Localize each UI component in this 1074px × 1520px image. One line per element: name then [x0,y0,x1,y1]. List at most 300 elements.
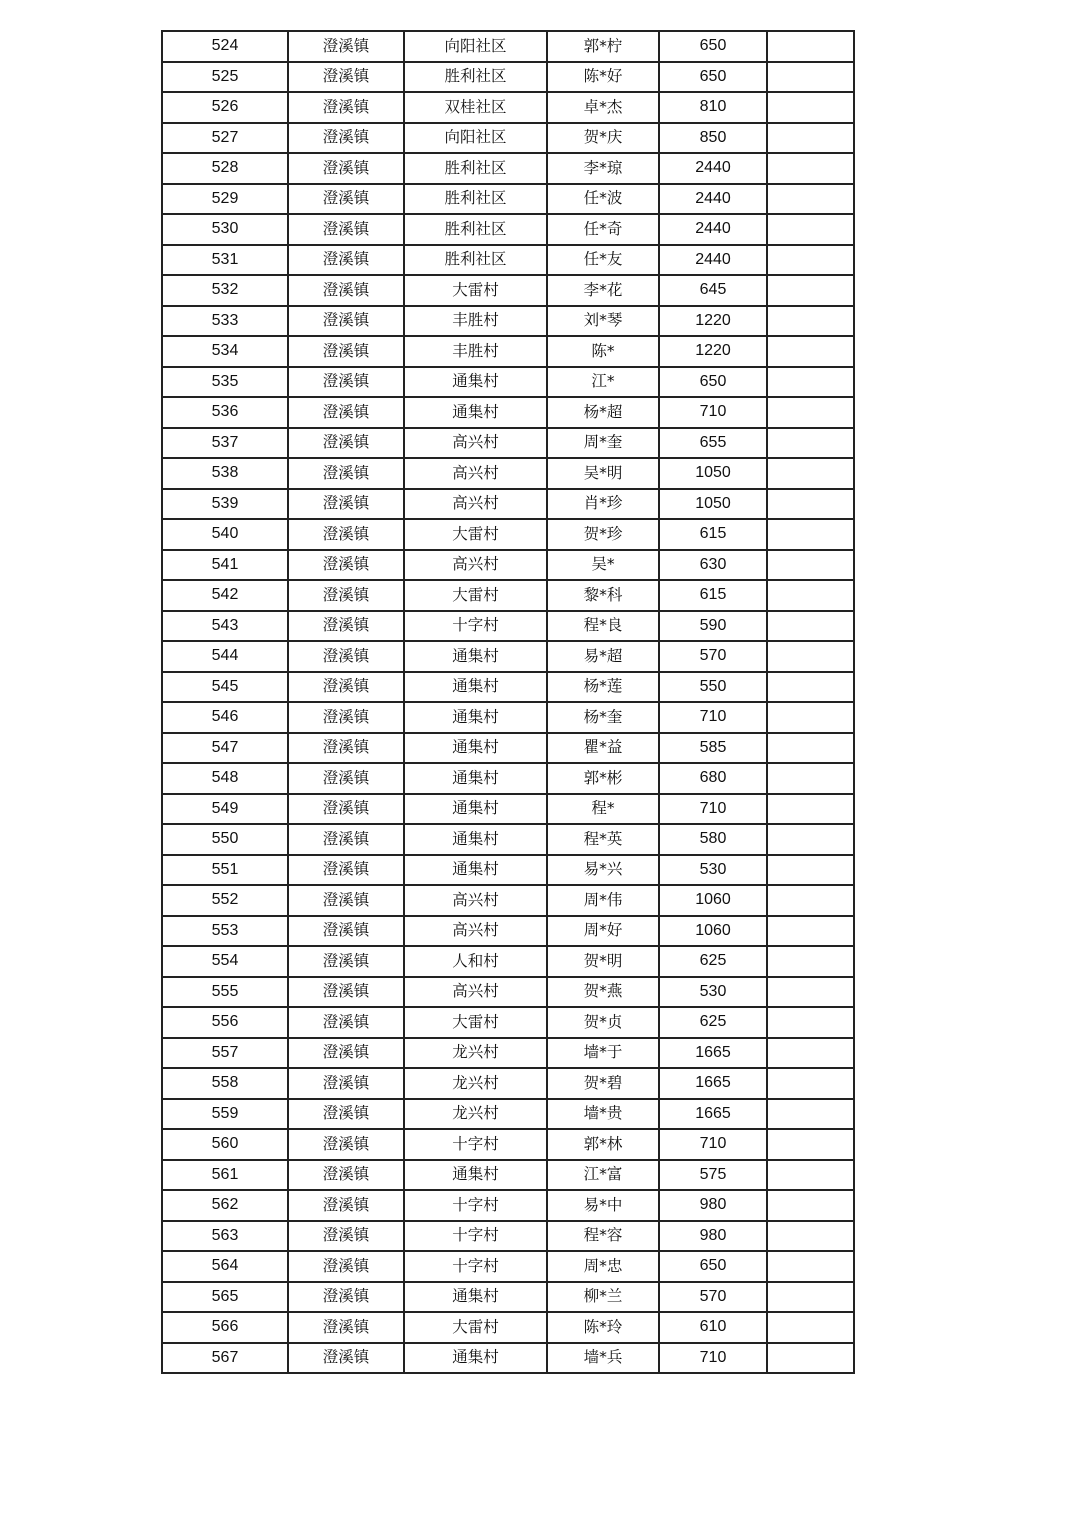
cell-note [767,672,854,703]
cell-village: 高兴村 [404,977,547,1008]
cell-town: 澄溪镇 [288,550,404,581]
cell-person-name: 郭*柠 [547,31,659,62]
cell-serial-number: 543 [162,611,288,642]
cell-town: 澄溪镇 [288,1312,404,1343]
cell-serial-number: 530 [162,214,288,245]
cell-village: 通集村 [404,367,547,398]
cell-village: 通集村 [404,794,547,825]
cell-town: 澄溪镇 [288,519,404,550]
cell-town: 澄溪镇 [288,397,404,428]
table-row [162,62,854,93]
cell-note [767,428,854,459]
cell-village: 龙兴村 [404,1099,547,1130]
table-row [162,489,854,520]
table-row [162,1160,854,1191]
cell-amount: 655 [659,428,767,459]
cell-note [767,1343,854,1374]
cell-amount: 710 [659,1129,767,1160]
cell-note [767,1160,854,1191]
table-row [162,611,854,642]
table-row [162,336,854,367]
cell-town: 澄溪镇 [288,794,404,825]
cell-town: 澄溪镇 [288,763,404,794]
cell-person-name: 程*容 [547,1221,659,1252]
cell-person-name: 贺*燕 [547,977,659,1008]
cell-note [767,702,854,733]
cell-village: 胜利社区 [404,62,547,93]
cell-town: 澄溪镇 [288,1038,404,1069]
cell-amount: 710 [659,794,767,825]
cell-person-name: 贺*珍 [547,519,659,550]
cell-town: 澄溪镇 [288,458,404,489]
cell-note [767,245,854,276]
cell-person-name: 郭*彬 [547,763,659,794]
table-row [162,1099,854,1130]
table-row [162,1312,854,1343]
cell-town: 澄溪镇 [288,92,404,123]
cell-note [767,397,854,428]
table-row [162,885,854,916]
cell-village: 十字村 [404,1190,547,1221]
cell-serial-number: 549 [162,794,288,825]
cell-amount: 710 [659,397,767,428]
cell-town: 澄溪镇 [288,1068,404,1099]
cell-amount: 1665 [659,1099,767,1130]
cell-amount: 710 [659,702,767,733]
cell-serial-number: 528 [162,153,288,184]
table-row [162,31,854,62]
cell-serial-number: 526 [162,92,288,123]
cell-amount: 1050 [659,458,767,489]
cell-person-name: 柳*兰 [547,1282,659,1313]
cell-person-name: 周*忠 [547,1251,659,1282]
table-row [162,92,854,123]
cell-town: 澄溪镇 [288,1221,404,1252]
cell-note [767,458,854,489]
cell-town: 澄溪镇 [288,1190,404,1221]
cell-serial-number: 541 [162,550,288,581]
cell-note [767,519,854,550]
cell-note [767,763,854,794]
cell-village: 十字村 [404,611,547,642]
cell-village: 胜利社区 [404,245,547,276]
cell-amount: 615 [659,580,767,611]
cell-person-name: 任*波 [547,184,659,215]
table-row [162,1129,854,1160]
cell-person-name: 杨*超 [547,397,659,428]
cell-town: 澄溪镇 [288,1129,404,1160]
cell-serial-number: 532 [162,275,288,306]
cell-village: 通集村 [404,641,547,672]
cell-town: 澄溪镇 [288,1007,404,1038]
table-row [162,580,854,611]
cell-amount: 645 [659,275,767,306]
cell-serial-number: 557 [162,1038,288,1069]
cell-village: 通集村 [404,672,547,703]
beneficiary-table [161,30,855,1374]
table-row [162,1068,854,1099]
cell-village: 通集村 [404,1160,547,1191]
table-row [162,275,854,306]
cell-person-name: 杨*奎 [547,702,659,733]
cell-village: 高兴村 [404,916,547,947]
cell-amount: 810 [659,92,767,123]
cell-village: 通集村 [404,1343,547,1374]
cell-note [767,733,854,764]
cell-serial-number: 558 [162,1068,288,1099]
cell-note [767,611,854,642]
cell-village: 向阳社区 [404,31,547,62]
cell-serial-number: 536 [162,397,288,428]
cell-person-name: 陈* [547,336,659,367]
cell-serial-number: 547 [162,733,288,764]
cell-person-name: 陈*玲 [547,1312,659,1343]
cell-person-name: 墙*于 [547,1038,659,1069]
cell-serial-number: 553 [162,916,288,947]
table-row [162,641,854,672]
cell-amount: 680 [659,763,767,794]
table-row [162,916,854,947]
cell-note [767,336,854,367]
cell-serial-number: 555 [162,977,288,1008]
cell-town: 澄溪镇 [288,916,404,947]
cell-amount: 2440 [659,214,767,245]
cell-town: 澄溪镇 [288,1343,404,1374]
cell-village: 人和村 [404,946,547,977]
cell-serial-number: 533 [162,306,288,337]
cell-town: 澄溪镇 [288,611,404,642]
cell-person-name: 程*英 [547,824,659,855]
cell-serial-number: 551 [162,855,288,886]
table-row [162,1343,854,1374]
cell-village: 向阳社区 [404,123,547,154]
cell-amount: 2440 [659,184,767,215]
cell-town: 澄溪镇 [288,1160,404,1191]
cell-note [767,550,854,581]
cell-person-name: 李*琼 [547,153,659,184]
cell-person-name: 吴*明 [547,458,659,489]
cell-town: 澄溪镇 [288,184,404,215]
cell-serial-number: 535 [162,367,288,398]
cell-person-name: 贺*庆 [547,123,659,154]
cell-town: 澄溪镇 [288,1099,404,1130]
cell-person-name: 贺*贞 [547,1007,659,1038]
cell-town: 澄溪镇 [288,214,404,245]
table-row [162,153,854,184]
cell-note [767,123,854,154]
cell-amount: 1220 [659,306,767,337]
cell-note [767,946,854,977]
cell-town: 澄溪镇 [288,245,404,276]
cell-note [767,214,854,245]
cell-serial-number: 560 [162,1129,288,1160]
cell-village: 十字村 [404,1129,547,1160]
cell-person-name: 任*奇 [547,214,659,245]
cell-serial-number: 566 [162,1312,288,1343]
cell-town: 澄溪镇 [288,641,404,672]
cell-serial-number: 567 [162,1343,288,1374]
cell-serial-number: 537 [162,428,288,459]
cell-serial-number: 544 [162,641,288,672]
cell-note [767,1068,854,1099]
cell-town: 澄溪镇 [288,733,404,764]
table-row [162,1190,854,1221]
cell-village: 大雷村 [404,275,547,306]
cell-town: 澄溪镇 [288,367,404,398]
cell-serial-number: 565 [162,1282,288,1313]
table-row [162,946,854,977]
table-row [162,367,854,398]
cell-person-name: 墙*兵 [547,1343,659,1374]
table-row [162,1221,854,1252]
cell-serial-number: 534 [162,336,288,367]
cell-note [767,794,854,825]
cell-note [767,275,854,306]
cell-town: 澄溪镇 [288,977,404,1008]
cell-town: 澄溪镇 [288,336,404,367]
cell-amount: 585 [659,733,767,764]
cell-serial-number: 524 [162,31,288,62]
cell-town: 澄溪镇 [288,31,404,62]
cell-amount: 1220 [659,336,767,367]
cell-note [767,885,854,916]
cell-person-name: 任*友 [547,245,659,276]
cell-amount: 1060 [659,916,767,947]
cell-serial-number: 531 [162,245,288,276]
cell-note [767,184,854,215]
cell-amount: 2440 [659,245,767,276]
cell-amount: 650 [659,31,767,62]
cell-serial-number: 548 [162,763,288,794]
cell-town: 澄溪镇 [288,62,404,93]
cell-note [767,580,854,611]
cell-village: 通集村 [404,1282,547,1313]
cell-amount: 590 [659,611,767,642]
cell-serial-number: 561 [162,1160,288,1191]
cell-town: 澄溪镇 [288,123,404,154]
cell-person-name: 贺*碧 [547,1068,659,1099]
cell-town: 澄溪镇 [288,946,404,977]
cell-person-name: 江*富 [547,1160,659,1191]
cell-serial-number: 554 [162,946,288,977]
cell-village: 通集村 [404,733,547,764]
cell-serial-number: 545 [162,672,288,703]
cell-town: 澄溪镇 [288,306,404,337]
table-row [162,1007,854,1038]
cell-person-name: 黎*科 [547,580,659,611]
cell-serial-number: 542 [162,580,288,611]
cell-village: 通集村 [404,763,547,794]
cell-village: 通集村 [404,397,547,428]
cell-village: 大雷村 [404,1007,547,1038]
table-body [162,31,854,1373]
cell-village: 丰胜村 [404,336,547,367]
table-row [162,397,854,428]
cell-amount: 850 [659,123,767,154]
cell-note [767,306,854,337]
cell-village: 丰胜村 [404,306,547,337]
cell-village: 高兴村 [404,428,547,459]
table-row [162,672,854,703]
cell-town: 澄溪镇 [288,824,404,855]
cell-amount: 625 [659,946,767,977]
cell-village: 龙兴村 [404,1038,547,1069]
cell-amount: 1060 [659,885,767,916]
cell-person-name: 易*超 [547,641,659,672]
cell-amount: 2440 [659,153,767,184]
cell-note [767,1038,854,1069]
cell-person-name: 贺*明 [547,946,659,977]
cell-serial-number: 538 [162,458,288,489]
cell-amount: 530 [659,855,767,886]
cell-person-name: 程*良 [547,611,659,642]
cell-village: 通集村 [404,702,547,733]
cell-amount: 530 [659,977,767,1008]
cell-village: 通集村 [404,824,547,855]
cell-person-name: 刘*琴 [547,306,659,337]
cell-village: 十字村 [404,1221,547,1252]
cell-amount: 570 [659,1282,767,1313]
cell-serial-number: 539 [162,489,288,520]
table-row [162,550,854,581]
cell-serial-number: 527 [162,123,288,154]
table-row [162,1251,854,1282]
cell-town: 澄溪镇 [288,855,404,886]
cell-village: 双桂社区 [404,92,547,123]
cell-village: 高兴村 [404,458,547,489]
cell-village: 高兴村 [404,550,547,581]
cell-serial-number: 540 [162,519,288,550]
cell-note [767,92,854,123]
cell-amount: 570 [659,641,767,672]
cell-note [767,1251,854,1282]
table-row [162,184,854,215]
cell-amount: 980 [659,1190,767,1221]
cell-person-name: 吴* [547,550,659,581]
cell-amount: 1665 [659,1068,767,1099]
cell-person-name: 周*奎 [547,428,659,459]
cell-person-name: 瞿*益 [547,733,659,764]
cell-note [767,1190,854,1221]
cell-town: 澄溪镇 [288,275,404,306]
cell-person-name: 郭*林 [547,1129,659,1160]
table-row [162,519,854,550]
cell-note [767,1312,854,1343]
cell-amount: 625 [659,1007,767,1038]
table-row [162,458,854,489]
cell-person-name: 易*兴 [547,855,659,886]
cell-note [767,62,854,93]
cell-village: 高兴村 [404,885,547,916]
cell-person-name: 程* [547,794,659,825]
cell-amount: 550 [659,672,767,703]
cell-amount: 575 [659,1160,767,1191]
cell-town: 澄溪镇 [288,672,404,703]
cell-village: 大雷村 [404,1312,547,1343]
table-row [162,245,854,276]
table-row [162,306,854,337]
cell-person-name: 杨*莲 [547,672,659,703]
cell-person-name: 肖*珍 [547,489,659,520]
table-row [162,1038,854,1069]
cell-serial-number: 550 [162,824,288,855]
cell-town: 澄溪镇 [288,153,404,184]
table-row [162,702,854,733]
cell-serial-number: 563 [162,1221,288,1252]
table-row [162,763,854,794]
cell-note [767,489,854,520]
cell-note [767,1129,854,1160]
cell-note [767,1221,854,1252]
cell-village: 胜利社区 [404,184,547,215]
cell-amount: 615 [659,519,767,550]
cell-person-name: 李*花 [547,275,659,306]
cell-serial-number: 562 [162,1190,288,1221]
cell-person-name: 卓*杰 [547,92,659,123]
cell-person-name: 墙*贵 [547,1099,659,1130]
cell-note [767,855,854,886]
cell-village: 龙兴村 [404,1068,547,1099]
cell-person-name: 陈*好 [547,62,659,93]
cell-village: 高兴村 [404,489,547,520]
cell-note [767,824,854,855]
cell-amount: 710 [659,1343,767,1374]
cell-serial-number: 525 [162,62,288,93]
cell-amount: 650 [659,62,767,93]
cell-note [767,641,854,672]
cell-note [767,367,854,398]
table-row [162,428,854,459]
table-row [162,1282,854,1313]
table-row [162,824,854,855]
cell-serial-number: 529 [162,184,288,215]
cell-village: 大雷村 [404,580,547,611]
table-row [162,123,854,154]
cell-amount: 580 [659,824,767,855]
cell-serial-number: 552 [162,885,288,916]
cell-amount: 1050 [659,489,767,520]
cell-amount: 980 [659,1221,767,1252]
cell-person-name: 周*好 [547,916,659,947]
cell-note [767,977,854,1008]
cell-village: 十字村 [404,1251,547,1282]
cell-note [767,153,854,184]
cell-amount: 610 [659,1312,767,1343]
cell-village: 胜利社区 [404,214,547,245]
cell-note [767,1007,854,1038]
cell-town: 澄溪镇 [288,489,404,520]
cell-town: 澄溪镇 [288,1251,404,1282]
cell-serial-number: 556 [162,1007,288,1038]
cell-note [767,1099,854,1130]
cell-note [767,1282,854,1313]
table-row [162,855,854,886]
table-row [162,733,854,764]
cell-note [767,31,854,62]
cell-serial-number: 546 [162,702,288,733]
cell-amount: 650 [659,1251,767,1282]
table-row [162,977,854,1008]
cell-village: 胜利社区 [404,153,547,184]
cell-amount: 650 [659,367,767,398]
table-row [162,794,854,825]
cell-amount: 630 [659,550,767,581]
cell-village: 通集村 [404,855,547,886]
cell-amount: 1665 [659,1038,767,1069]
cell-person-name: 易*中 [547,1190,659,1221]
cell-town: 澄溪镇 [288,428,404,459]
cell-person-name: 江* [547,367,659,398]
